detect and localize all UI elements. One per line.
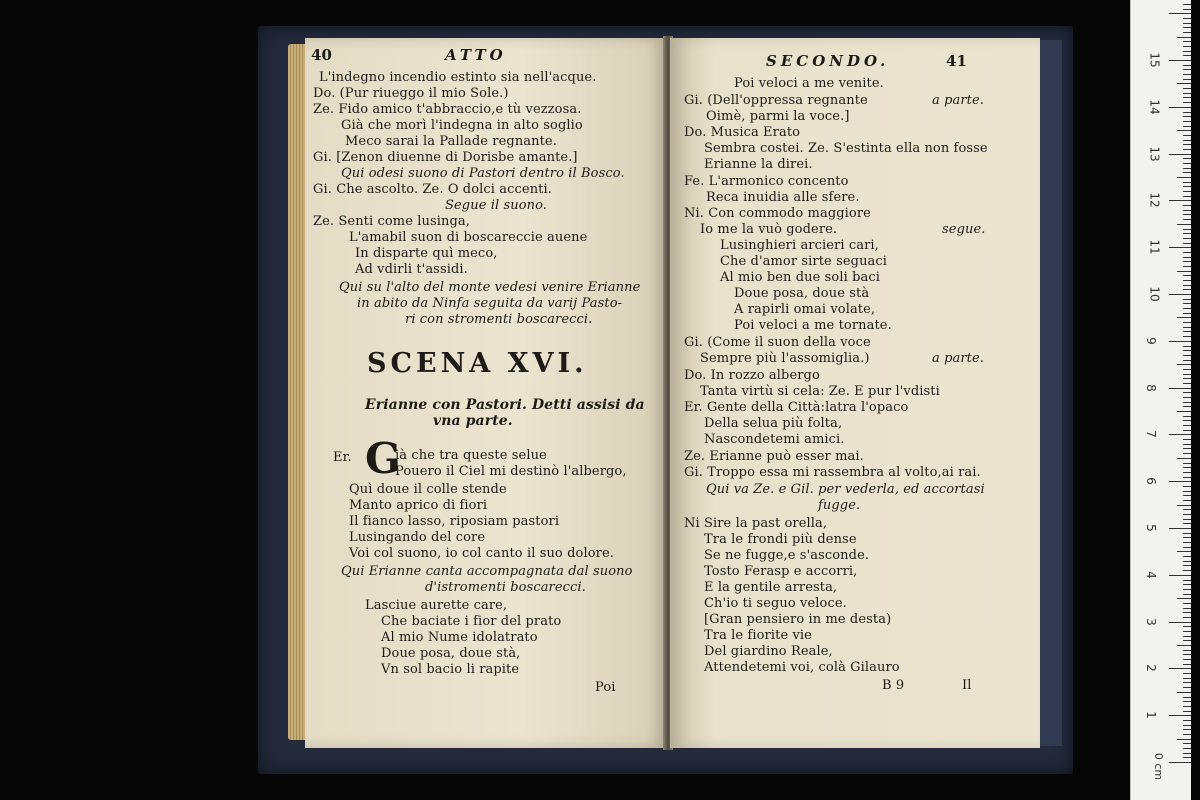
text-line: Gi. [Zenon diuenne di Dorisbe amante.] <box>313 150 578 165</box>
ruler-tick <box>1183 420 1191 421</box>
ruler-tick <box>1169 434 1191 435</box>
ruler-tick <box>1183 140 1191 141</box>
text-line: L'indegno incendio estinto sia nell'acque. <box>319 70 597 85</box>
ruler-tick <box>1183 584 1191 585</box>
text-line: In disparte quì meco, <box>355 246 498 261</box>
ruler-tick <box>1183 186 1191 187</box>
text-line: Doue posa, doue stà, <box>381 646 521 661</box>
ruler-tick <box>1183 729 1191 730</box>
text-line: Do. Musica Erato <box>684 125 801 140</box>
ruler-tick <box>1183 18 1191 19</box>
ruler-tick <box>1183 322 1191 323</box>
text-line: Poi veloci a me venite. <box>734 76 884 91</box>
ruler-tick <box>1183 135 1191 136</box>
stage-direction: ri con stromenti boscarecci. <box>405 312 593 327</box>
ruler-tick <box>1183 144 1191 145</box>
ruler-tick <box>1183 416 1191 417</box>
ruler-tick <box>1183 229 1191 230</box>
ruler-tick <box>1183 369 1191 370</box>
ruler-tick <box>1183 612 1191 613</box>
text-line: Al mio ben due soli baci <box>720 270 881 285</box>
text-line: Ze. Senti come lusinga, <box>313 214 470 229</box>
ruler-number: 2 <box>1143 664 1158 673</box>
ruler-tick <box>1183 303 1191 304</box>
ruler-tick <box>1183 196 1191 197</box>
ruler-tick <box>1183 313 1191 314</box>
ruler-tick <box>1183 205 1191 206</box>
ruler-tick <box>1169 247 1191 248</box>
ruler-tick <box>1183 257 1191 258</box>
text-line: Er. Gente della Città:latra l'opaco <box>684 400 909 415</box>
ruler-tick <box>1183 757 1191 758</box>
ruler-tick <box>1169 575 1191 576</box>
ruler-tick <box>1169 715 1191 716</box>
ruler-tick <box>1183 463 1191 464</box>
ruler-tick <box>1183 519 1191 520</box>
ruler-tick <box>1177 177 1191 178</box>
ruler-tick <box>1183 697 1191 698</box>
ruler-number: 13 <box>1147 145 1162 162</box>
text-line: Quì doue il colle stende <box>349 482 507 497</box>
stage-direction: Qui va Ze. e Gil. per vederla, ed accortasi <box>706 482 985 497</box>
ruler-number: 11 <box>1147 239 1162 255</box>
ruler-tick <box>1183 191 1191 192</box>
text-line: A rapirli omai volate, <box>734 302 876 317</box>
ruler-tick <box>1177 364 1191 365</box>
ruler-tick <box>1183 182 1191 183</box>
ruler-tick <box>1183 238 1191 239</box>
text-line: Ze. Erianne può esser mai. <box>684 449 864 464</box>
ruler-tick <box>1183 93 1191 94</box>
page-number: 40 <box>311 46 333 64</box>
text-line: Al mio Nume idolatrato <box>381 630 538 645</box>
ruler-tick <box>1183 509 1191 510</box>
ruler-tick <box>1183 149 1191 150</box>
ruler-tick <box>1183 102 1191 103</box>
ruler-tick <box>1183 448 1191 449</box>
ruler-tick <box>1183 701 1191 702</box>
ruler-tick <box>1183 383 1191 384</box>
ruler-tick <box>1183 580 1191 581</box>
signature-mark: B 9 <box>882 678 905 693</box>
ruler-tick <box>1169 107 1191 108</box>
text-line: [Gran pensiero in me desta) <box>704 612 892 627</box>
text-line: Vn sol bacio li rapite <box>381 662 520 677</box>
text-line: Sempre più l'assomiglia.) <box>700 351 870 366</box>
ruler-tick <box>1183 214 1191 215</box>
text-line: Doue posa, doue stà <box>734 286 870 301</box>
ruler-tick <box>1183 678 1191 679</box>
text-line: Della selua più folta, <box>704 416 843 431</box>
text-line: Ni. Con commodo maggiore <box>684 206 871 221</box>
text-line: Lasciue aurette care, <box>365 598 508 613</box>
ruler-tick <box>1183 444 1191 445</box>
text-line: Che d'amor sirte seguaci <box>720 254 888 269</box>
ruler-tick <box>1183 163 1191 164</box>
stage-direction: fugge. <box>818 498 861 513</box>
text-line: Poi veloci a me tornate. <box>734 318 892 333</box>
ruler-tick <box>1183 425 1191 426</box>
ruler-tick <box>1183 565 1191 566</box>
text-line: Do. In rozzo albergo <box>684 368 820 383</box>
ruler-tick <box>1183 360 1191 361</box>
text-line: Nascondetemi amici. <box>704 432 845 447</box>
ruler-tick <box>1169 341 1191 342</box>
ruler-tick <box>1177 645 1191 646</box>
ruler-tick <box>1183 233 1191 234</box>
page-number: 41 <box>946 52 968 70</box>
ruler-tick <box>1183 467 1191 468</box>
ruler-tick <box>1183 51 1191 52</box>
ruler-tick <box>1183 69 1191 70</box>
ruler-tick <box>1183 219 1191 220</box>
text-line: Ze. Fido amico t'abbraccio,e tù vezzosa. <box>313 102 582 117</box>
ruler-tick <box>1183 720 1191 721</box>
ruler-tick <box>1183 687 1191 688</box>
ruler-tick <box>1169 668 1191 669</box>
ruler-number: 1 <box>1143 711 1158 720</box>
ruler-tick <box>1183 46 1191 47</box>
stage-direction: d'istromenti boscarecci. <box>425 580 586 595</box>
text-line: Lusingando del core <box>349 530 486 545</box>
ruler-tick <box>1169 13 1191 14</box>
ruler-tick <box>1177 739 1191 740</box>
text-line: Ch'io ti seguo veloce. <box>704 596 847 611</box>
ruler-tick <box>1183 514 1191 515</box>
ruler-tick <box>1183 706 1191 707</box>
ruler-tick <box>1177 224 1191 225</box>
ruler-tick <box>1183 594 1191 595</box>
ruler-number: 3 <box>1143 617 1158 626</box>
scene-subtitle: Erianne con Pastori. Detti assisi da <box>365 397 645 413</box>
ruler-tick <box>1183 537 1191 538</box>
ruler-tick <box>1183 626 1191 627</box>
ruler-tick <box>1183 650 1191 651</box>
ruler-number: 14 <box>1147 99 1162 115</box>
ruler-tick <box>1183 158 1191 159</box>
text-line: Del giardino Reale, <box>704 644 833 659</box>
text-line: Sembra costei. Ze. S'estinta ella non fosse <box>704 141 988 156</box>
text-line: Fe. L'armonico concento <box>684 174 849 189</box>
ruler-tick <box>1169 622 1191 623</box>
ruler-tick <box>1183 9 1191 10</box>
ruler-tick <box>1183 533 1191 534</box>
scene-title: SCENA XVI. <box>367 348 588 379</box>
ruler-number: 12 <box>1147 192 1162 209</box>
catchword: Poi <box>595 680 616 695</box>
ruler-tick <box>1177 598 1191 599</box>
ruler-tick <box>1183 261 1191 262</box>
ruler-tick <box>1183 570 1191 571</box>
ruler-tick <box>1183 654 1191 655</box>
ruler-tick <box>1183 331 1191 332</box>
ruler-tick <box>1183 453 1191 454</box>
text-line: Tanta virtù si cela: Ze. E pur l'vdisti <box>700 384 940 399</box>
ruler-tick <box>1183 252 1191 253</box>
ruler-number: 6 <box>1143 477 1158 486</box>
ruler-tick <box>1183 402 1191 403</box>
text-line: Io me la vuò godere. <box>700 222 838 237</box>
text-line: Tra le fiorite vie <box>704 628 812 643</box>
ruler-tick <box>1183 65 1191 66</box>
ruler-tick <box>1177 317 1191 318</box>
ruler-tick <box>1177 551 1191 552</box>
ruler-tick <box>1183 266 1191 267</box>
ruler-tick <box>1183 289 1191 290</box>
text-line: Se ne fugge,e s'asconde. <box>704 548 870 563</box>
text-line: Erianne la direi. <box>704 157 813 172</box>
ruler-tick <box>1177 505 1191 506</box>
ruler-tick <box>1183 748 1191 749</box>
ruler-tick <box>1177 271 1191 272</box>
ruler-tick <box>1183 477 1191 478</box>
ruler-tick <box>1183 659 1191 660</box>
ruler-tick <box>1183 547 1191 548</box>
ruler-tick <box>1183 486 1191 487</box>
ruler-tick <box>1183 308 1191 309</box>
ruler-tick <box>1169 388 1191 389</box>
ruler-tick <box>1183 55 1191 56</box>
ruler-tick <box>1183 97 1191 98</box>
ruler-tick <box>1183 327 1191 328</box>
ruler-tick <box>1183 285 1191 286</box>
margin-note: segue. <box>942 222 986 237</box>
ruler-tick <box>1183 121 1191 122</box>
text-line: Ad vdirli t'assidi. <box>355 262 468 277</box>
ruler-tick <box>1183 116 1191 117</box>
ruler-tick <box>1177 692 1191 693</box>
text-line: L'amabil suon di boscareccie auene <box>349 230 588 245</box>
ruler-tick <box>1183 500 1191 501</box>
ruler-tick <box>1183 753 1191 754</box>
ruler-tick <box>1183 561 1191 562</box>
text-line: Oimè, parmi la voce.] <box>706 109 850 124</box>
ruler-tick <box>1183 346 1191 347</box>
ruler-tick <box>1169 294 1191 295</box>
text-line: ià che tra queste selue <box>395 448 547 463</box>
ruler-tick <box>1169 528 1191 529</box>
text-line: Reca inuidia alle sfere. <box>706 190 860 205</box>
measurement-ruler <box>1130 0 1191 800</box>
ruler-tick <box>1183 243 1191 244</box>
ruler-tick <box>1183 126 1191 127</box>
ruler-tick <box>1183 336 1191 337</box>
ruler-tick <box>1183 280 1191 281</box>
ruler-number: 15 <box>1147 52 1162 68</box>
ruler-tick <box>1169 200 1191 201</box>
ruler-tick <box>1183 430 1191 431</box>
text-line: Il fianco lasso, riposiam pastori <box>349 514 560 529</box>
ruler-tick <box>1183 350 1191 351</box>
ruler-tick <box>1183 725 1191 726</box>
ruler-tick <box>1183 168 1191 169</box>
ruler-tick <box>1183 41 1191 42</box>
ruler-tick <box>1183 4 1191 5</box>
scene-subtitle: vna parte. <box>433 413 513 429</box>
stage-direction: Qui odesi suono di Pastori dentro il Bosco. <box>341 166 625 181</box>
ruler-tick <box>1183 32 1191 33</box>
text-line: Meco sarai la Pallade regnante. <box>345 134 557 149</box>
ruler-tick <box>1183 112 1191 113</box>
ruler-tick <box>1177 83 1191 84</box>
ruler-tick <box>1183 523 1191 524</box>
ruler-tick <box>1183 355 1191 356</box>
ruler-tick <box>1177 458 1191 459</box>
ruler-number: 9 <box>1143 336 1158 345</box>
ruler-tick <box>1177 130 1191 131</box>
ruler-tick <box>1183 734 1191 735</box>
ruler-tick <box>1183 299 1191 300</box>
ruler-tick <box>1183 374 1191 375</box>
margin-note: a parte. <box>932 351 985 366</box>
running-head: ATTO <box>445 46 507 64</box>
ruler-tick <box>1183 608 1191 609</box>
ruler-tick <box>1183 682 1191 683</box>
ruler-tick <box>1177 411 1191 412</box>
ruler-tick <box>1183 210 1191 211</box>
stage-direction: Segue il suono. <box>445 198 548 213</box>
text-line: Gi. Che ascolto. Ze. O dolci accenti. <box>313 182 552 197</box>
text-line: Tra le frondi più dense <box>704 532 857 547</box>
ruler-tick <box>1183 673 1191 674</box>
board-edge <box>1040 40 1062 746</box>
text-line: Attendetemi voi, colà Gilauro <box>704 660 900 675</box>
dropcap: G <box>365 434 401 483</box>
ruler-tick <box>1183 74 1191 75</box>
ruler-tick <box>1183 556 1191 557</box>
stage-direction: Qui su l'alto del monte vedesi venire Erianne <box>339 280 641 295</box>
ruler-tick <box>1183 23 1191 24</box>
text-line: Gi. (Come il suon della voce <box>684 335 871 350</box>
ruler-number: 5 <box>1143 524 1158 532</box>
right-page <box>670 38 1040 748</box>
ruler-tick <box>1183 711 1191 712</box>
ruler-tick <box>1169 60 1191 61</box>
text-line: Manto aprico di fiori <box>349 498 488 513</box>
catchword: Il <box>962 678 972 693</box>
margin-note: a parte. <box>932 93 985 108</box>
ruler-tick <box>1183 378 1191 379</box>
ruler-tick <box>1183 406 1191 407</box>
ruler-tick <box>1183 743 1191 744</box>
ruler-tick <box>1183 88 1191 89</box>
ruler-tick <box>1183 589 1191 590</box>
ruler-tick <box>1183 542 1191 543</box>
ruler-tick <box>1169 481 1191 482</box>
text-line: Già che morì l'indegna in alto soglio <box>341 118 583 133</box>
ruler-tick <box>1183 392 1191 393</box>
ruler-tick <box>1169 762 1191 763</box>
ruler-tick <box>1177 37 1191 38</box>
ruler-tick <box>1183 27 1191 28</box>
ruler-number: 4 <box>1143 570 1158 579</box>
ruler-tick <box>1183 495 1191 496</box>
speaker-label: Er. <box>333 450 352 465</box>
ruler-number: 8 <box>1143 383 1158 392</box>
ruler-tick <box>1183 172 1191 173</box>
ruler-unit-label: 0 cm <box>1152 752 1166 781</box>
ruler-tick <box>1183 636 1191 637</box>
text-line: Pouero il Ciel mi destinò l'albergo, <box>395 464 627 479</box>
left-page <box>305 38 667 748</box>
text-line: Che baciate i fior del prato <box>381 614 562 629</box>
ruler-tick <box>1183 439 1191 440</box>
ruler-tick <box>1183 275 1191 276</box>
text-line: Gi. Troppo essa mi rassembra al volto,ai rai. <box>684 465 981 480</box>
ruler-tick <box>1183 397 1191 398</box>
text-line: Tosto Ferasp e accorri, <box>704 564 858 579</box>
ruler-tick <box>1183 617 1191 618</box>
ruler-tick <box>1183 79 1191 80</box>
ruler-tick <box>1183 491 1191 492</box>
ruler-number: 10 <box>1147 286 1162 302</box>
stage-direction: in abito da Ninfa seguita da varij Pasto- <box>357 296 623 311</box>
ruler-tick <box>1169 154 1191 155</box>
text-line: Voi col suono, io col canto il suo dolore. <box>349 546 614 561</box>
text-line: Ni Sire la past orella, <box>684 516 828 531</box>
stage-direction: Qui Erianne canta accompagnata dal suono <box>341 564 633 579</box>
text-line: Gi. (Dell'oppressa regnante <box>684 93 868 108</box>
text-line: Do. (Pur riueggo il mio Sole.) <box>313 86 509 101</box>
ruler-tick <box>1183 603 1191 604</box>
text-line: Lusinghieri arcieri cari, <box>720 238 879 253</box>
ruler-tick <box>1183 472 1191 473</box>
ruler-tick <box>1183 631 1191 632</box>
ruler-tick <box>1183 640 1191 641</box>
text-line: E la gentile arresta, <box>704 580 838 595</box>
ruler-tick <box>1183 664 1191 665</box>
running-head: SECONDO. <box>766 52 890 70</box>
ruler-number: 7 <box>1143 430 1158 439</box>
